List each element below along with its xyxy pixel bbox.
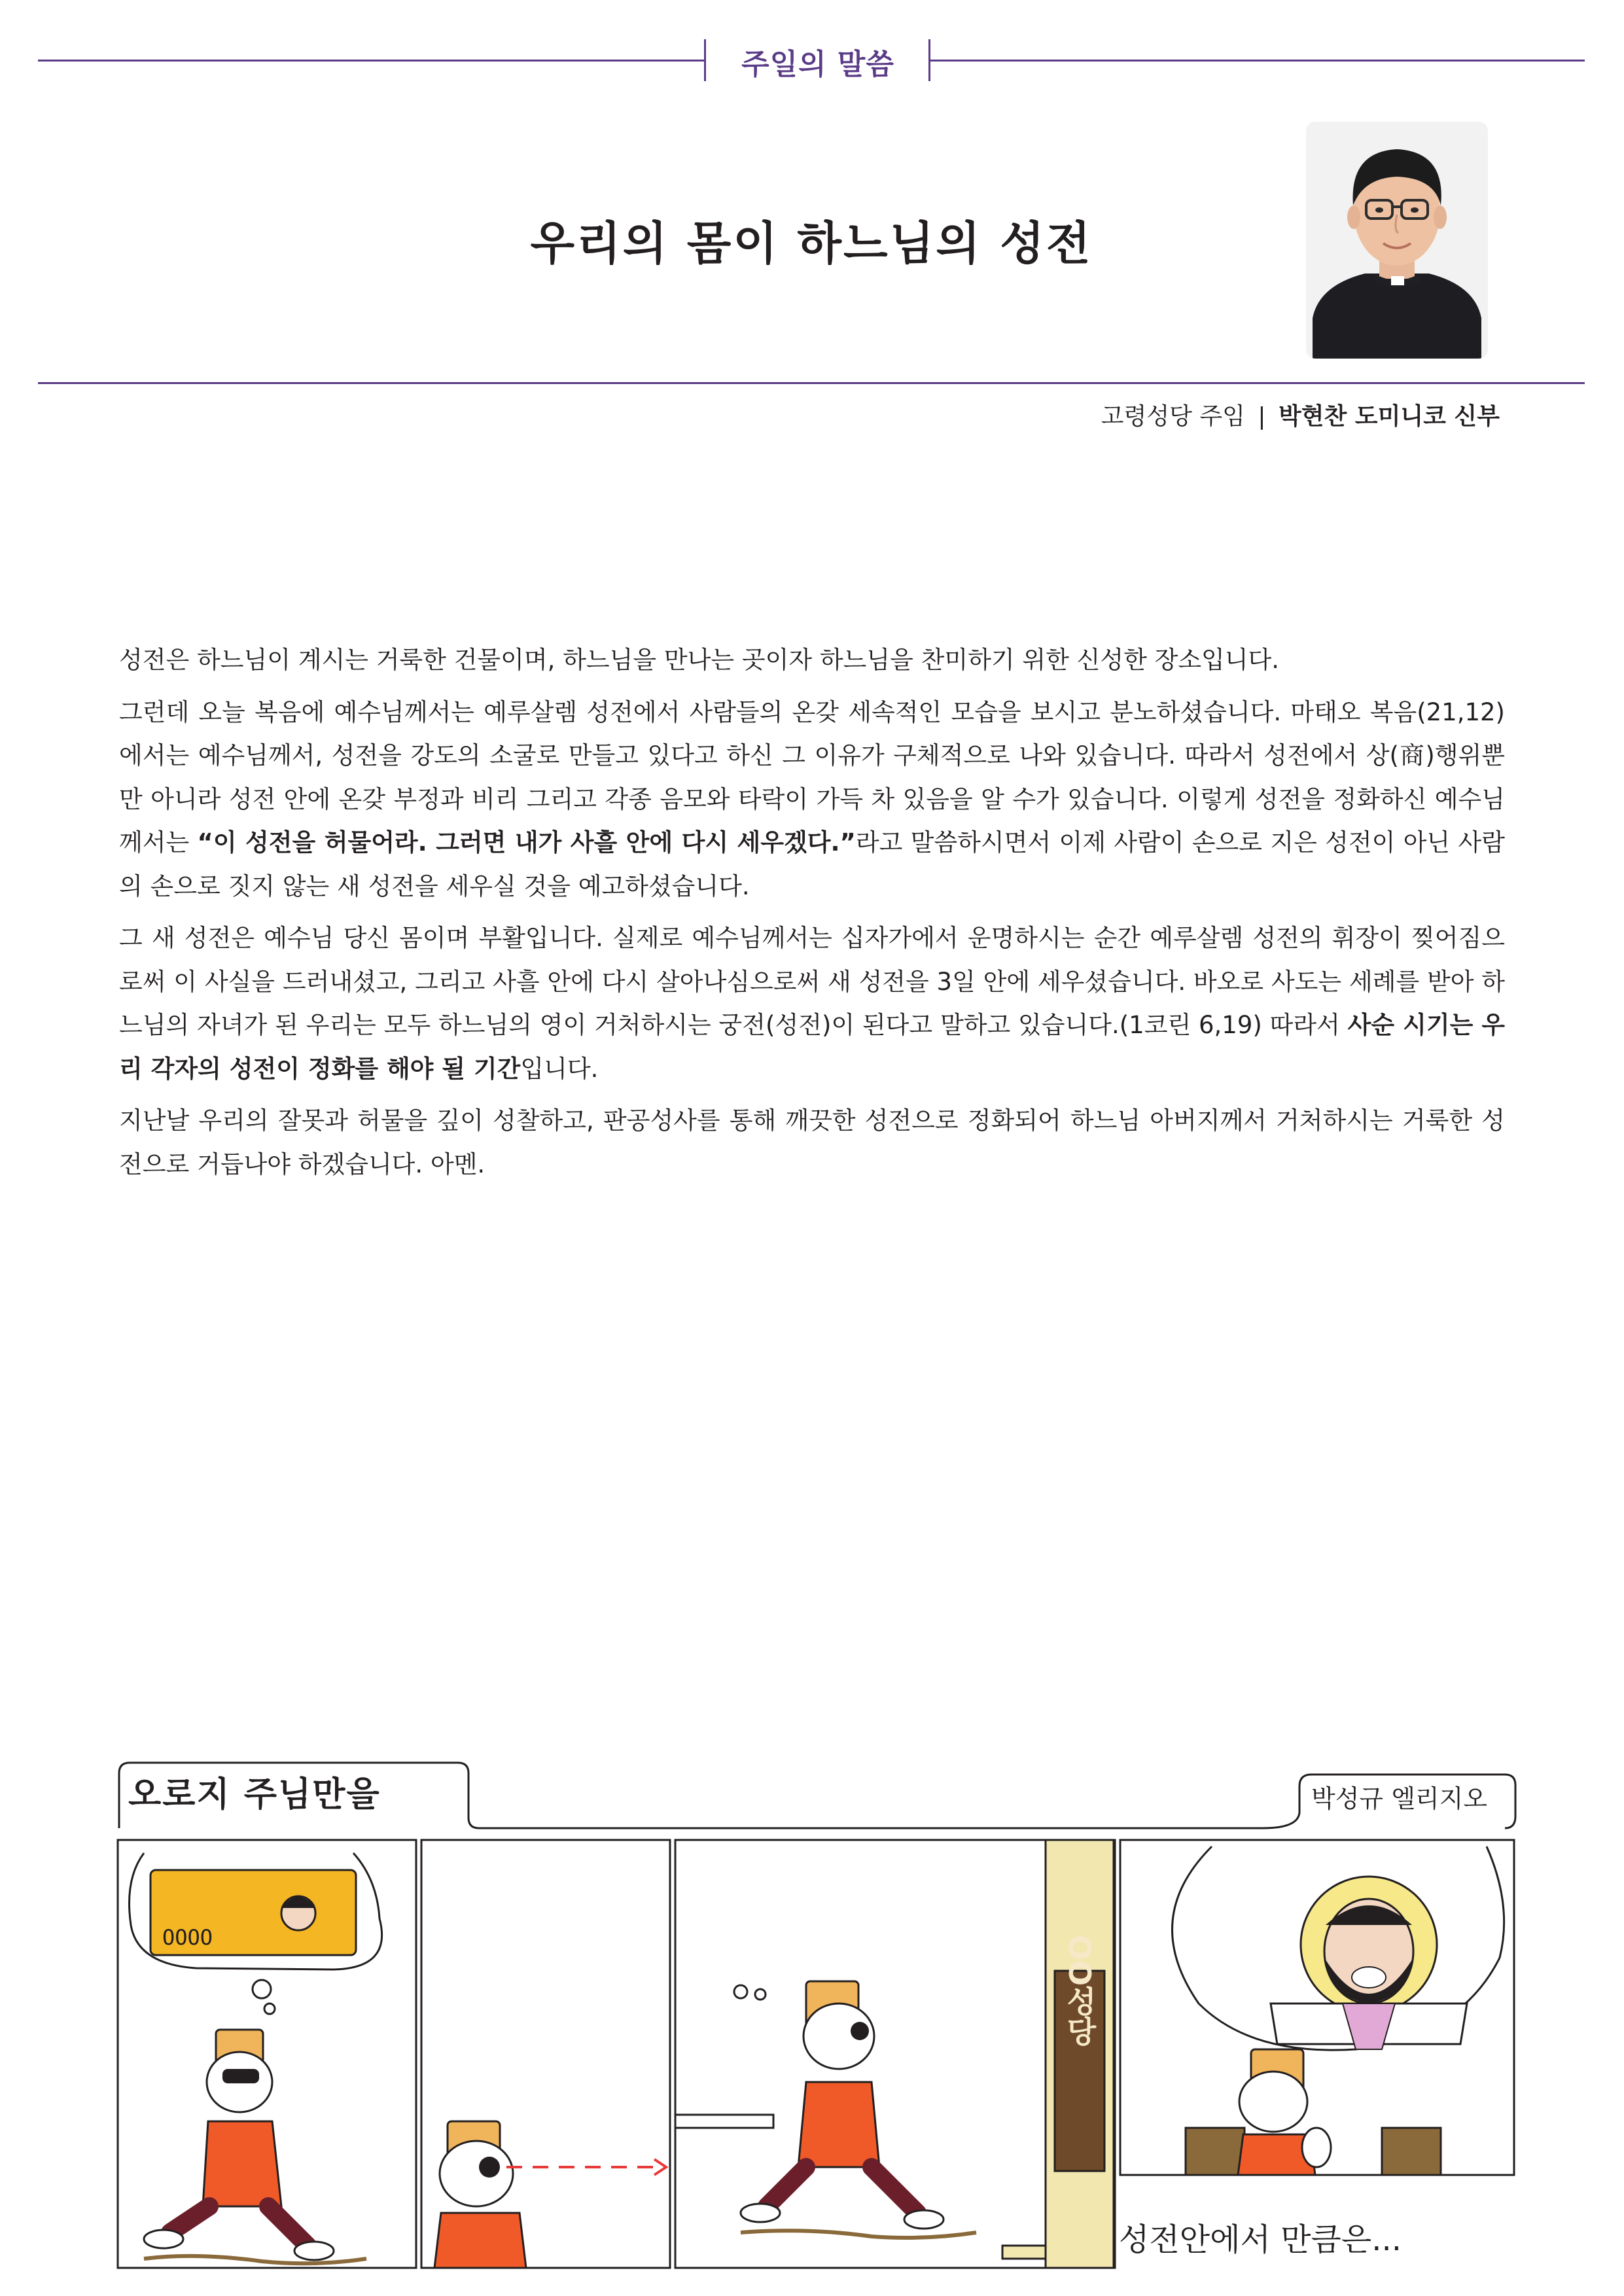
header-rule-left: [38, 60, 704, 62]
author-portrait-illustration: [1306, 122, 1488, 359]
paragraph-2-text-a: 그런데 오늘 복음에 예수님께서는 예루살렘 성전에서 사람들의 온갖 세속적인 모습을 보시고 분노하셨습니다. 마태오 복음(21,12)에서는 예수님께서, 성전을 강도의 소굴로 만들고 있다고 하신 그 이유가 구체적으로 나와 있습니다. 따라서 성전에서 상(商)행위뿐만 아니라 성전 안에 온갖 부정과 비리 그리고 각종 음모와 타락이 가득 차 있음을 알 수가 있습니다. 이렇게 성전을 정화하신 예수님께서는: [119, 698, 1505, 857]
author-name: 박현찬 도미니코 신부: [1278, 403, 1500, 430]
comic-caption: 성전안에서 만큼은...: [1119, 2221, 1402, 2258]
section-label: 주일의 말씀: [741, 48, 894, 81]
paragraph-3-text-b: 입니다.: [520, 1054, 599, 1083]
paragraph-4: 지난날 우리의 잘못과 허물을 깊이 성찰하고, 판공성사를 통해 깨끗한 성전으로 정화되어 하느님 아버지께서 거처하시는 거룩한 성전으로 거듭나야 하겠습니다. 아멘.: [119, 1106, 1505, 1178]
paragraph-3-text-a: 그 새 성전은 예수님 당신 몸이며 부활입니다. 실제로 예수님께서는 십자가에서 운명하시는 순간 예루살렘 성전의 휘장이 찢어짐으로써 이 사실을 드러내셨고, 그리고 사흘 안에 다시 살아나심으로써 새 성전을 3일 안에 세우셨습니다. 바오로 사도는 세례를 받아 하느님의 자녀가 된 우리는 모두 하느님의 영이 거처하시는 궁전(성전)이 된다고 말하고 있습니다.(1코린 6,19) 따라서: [119, 924, 1505, 1039]
scripture-quote: “이 성전을 허물어라. 그러면 내가 사흘 안에 다시 세우겠다.”: [197, 828, 856, 857]
author-affiliation: 고령성당 주임: [1101, 403, 1245, 430]
header-rule-right: [929, 60, 1585, 62]
byline-separator: |: [1258, 403, 1266, 430]
paragraph-2-text-b: 라고 말씀하시면서 이제 사람이 손으로 지은 성전이 아닌 사람의 손으로 짓지 않는 새 성전을 세우실 것을 예고하셨습니다.: [119, 828, 1505, 900]
comic-panel-3: [675, 1840, 1115, 2268]
runner-3: [741, 1981, 976, 2238]
comic-title: 오로지 주님만을: [128, 1775, 381, 1814]
comic-panel-1: [118, 1840, 416, 2268]
paragraph-3: [119, 917, 1505, 1091]
comic-panel-4: [1120, 1840, 1514, 2175]
homily-text: [119, 639, 1505, 1195]
header-tick-left: [704, 39, 706, 81]
paragraph-2: [119, 691, 1505, 909]
id-card-number: OOOO: [162, 1925, 213, 1950]
paragraph-1: 성전은 하느님이 계시는 거룩한 건물이며, 하느님을 만나는 곳이자 하느님을 찬미하기 위한 신성한 장소입니다.: [119, 646, 1280, 674]
comic-panel-2: [421, 1840, 670, 2268]
byline: [1101, 398, 1500, 431]
runner-2: [434, 2121, 526, 2268]
title-underline: [38, 382, 1585, 384]
praying-man: [1238, 2049, 1331, 2175]
runner-1: [144, 2030, 366, 2263]
author-portrait: [1306, 122, 1488, 359]
page-title: 우리의 몸이 하느님의 성전: [530, 217, 1093, 270]
comic-author: 박성규 엘리지오: [1311, 1784, 1488, 1813]
lent-emphasis: 사순 시기는 우리 각자의 성전이 정화를 해야 될 기간: [119, 1011, 1505, 1083]
church-sign-text: OO성당: [1062, 1934, 1097, 2047]
